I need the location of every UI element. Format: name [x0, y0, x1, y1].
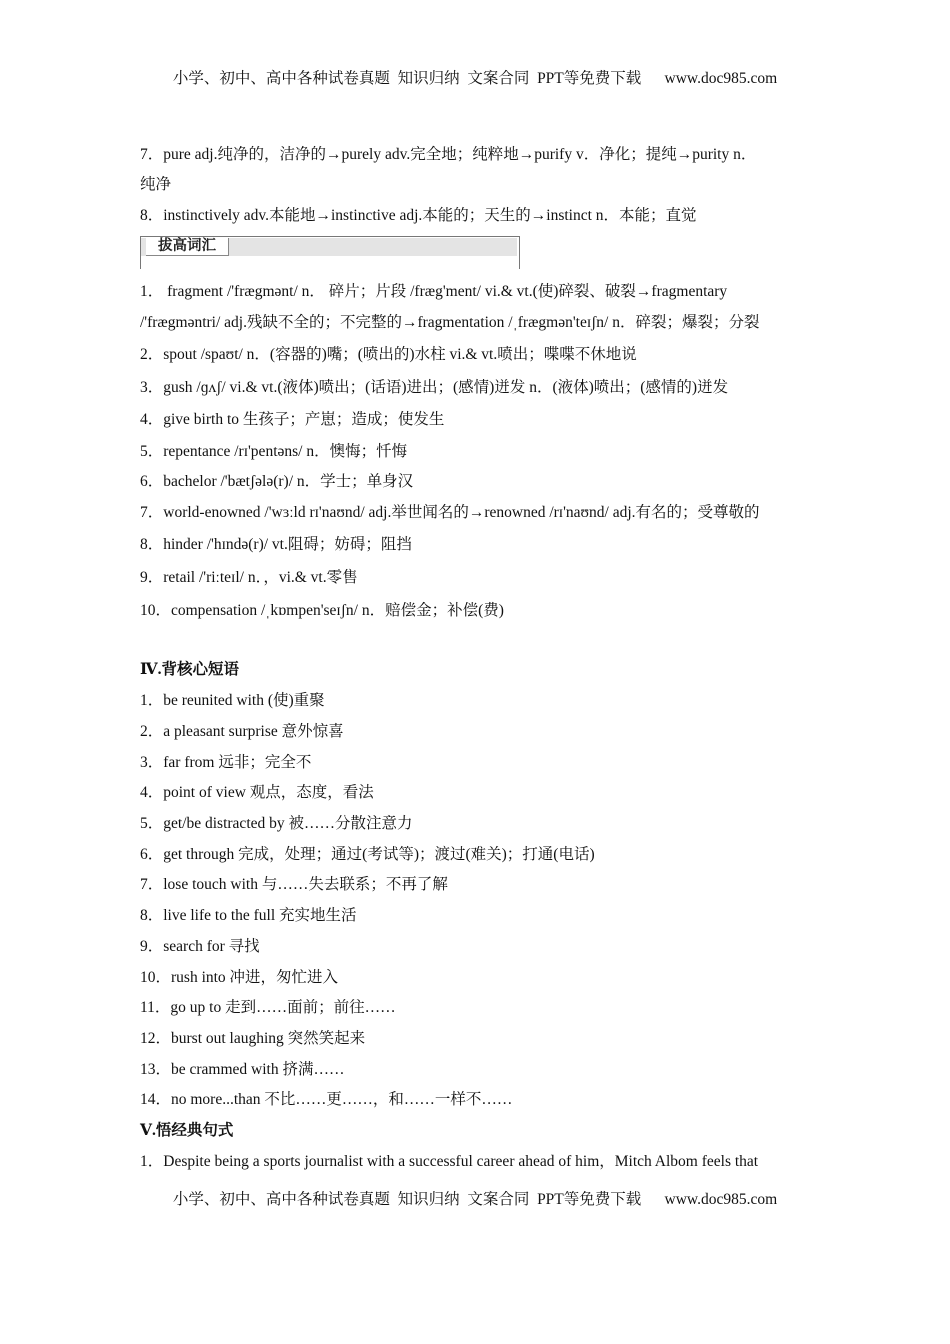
advanced-word-5: 5．repentance /rɪ'pentəns/ n．懊悔；忏悔 — [140, 443, 408, 460]
advanced-word-6: 6．bachelor /'bætʃələ(r)/ n．学士；单身汉 — [140, 473, 414, 490]
page-footer: 小学、初中、高中各种试卷真题 知识归纳 文案合同 PPT等免费下载 www.doc985.com — [172, 1191, 778, 1208]
advanced-word-3: 3．gush /ɡʌʃ/ vi.& vt.(液体)喷出；(话语)进出；(感情)迸发 n．(液体)喷出；(感情的)迸发 — [140, 379, 729, 396]
advanced-word-2: 2．spout /spaʊt/ n．(容器的)嘴；(喷出的)水柱 vi.& vt.喷出；喋喋不休地说 — [140, 346, 637, 363]
section-4-title: Ⅳ.背核心短语 — [140, 661, 239, 678]
phrase-9: 9．search for 寻找 — [140, 938, 260, 955]
phrase-3: 3．far from 远非；完全不 — [140, 754, 312, 771]
advanced-word-1: 1． fragment /'frægmənt/ n． 碎片；片段 /fræg'ment/ vi.& vt.(使)碎裂、破裂→fragmentary — [140, 283, 728, 300]
core-word-7: 7．pure adj.纯净的，洁净的→purely adv.完全地；纯粹地→purify v．净化；提纯→purity n． — [140, 146, 757, 163]
phrase-2: 2．a pleasant surprise 意外惊喜 — [140, 723, 344, 740]
phrase-11: 11．go up to 走到……面前；前往…… — [140, 999, 396, 1016]
phrase-1: 1．be reunited with (使)重聚 — [140, 692, 325, 709]
sentence-1: 1．Despite being a sports journalist with a successful career ahead of him，Mitch Albom feels that — [140, 1153, 759, 1170]
core-word-8: 8．instinctively adv.本能地→instinctive adj.本能的；天生的→instinct n．本能；直觉 — [140, 207, 697, 224]
advanced-word-10: 10．compensation /ˌkɒmpen'seɪʃn/ n．赔偿金；补偿(费) — [140, 602, 504, 619]
page-header: 小学、初中、高中各种试卷真题 知识归纳 文案合同 PPT等免费下载 www.doc985.com — [172, 70, 778, 87]
section-5-title: Ⅴ.悟经典句式 — [140, 1122, 234, 1139]
phrase-14: 14．no more...than 不比……更……，和……一样不…… — [140, 1091, 513, 1108]
phrase-8: 8．live life to the full 充实地生活 — [140, 907, 357, 924]
advanced-word-1-cont: /'frægməntri/ adj.残缺不全的；不完整的→fragmentation /ˌfrægmən'teɪʃn/ n．碎裂；爆裂；分裂 — [140, 314, 760, 331]
phrase-13: 13．be crammed with 挤满…… — [140, 1061, 345, 1078]
phrase-6: 6．get through 完成，处理；通过(考试等)；渡过(难关)；打通(电话) — [140, 846, 595, 863]
advanced-word-7: 7．world-enowned /'wɜːld rɪ'naʊnd/ adj.举世闻名的→renowned /rɪ'naʊnd/ adj.有名的；受尊敬的 — [140, 504, 760, 521]
phrase-4: 4．point of view 观点，态度，看法 — [140, 784, 374, 801]
advanced-word-9: 9．retail /'riːteɪl/ n．，vi.& vt.零售 — [140, 569, 358, 586]
advanced-vocab-banner — [140, 236, 520, 269]
phrase-5: 5．get/be distracted by 被……分散注意力 — [140, 815, 413, 832]
banner-label: 拔高词汇 — [146, 238, 229, 256]
phrase-7: 7．lose touch with 与……失去联系；不再了解 — [140, 876, 448, 893]
advanced-word-4: 4．give birth to 生孩子；产崽；造成；使发生 — [140, 411, 445, 428]
phrase-12: 12．burst out laughing 突然笑起来 — [140, 1030, 366, 1047]
advanced-word-8: 8．hinder /'hɪndə(r)/ vt.阻碍；妨碍；阻挡 — [140, 536, 412, 553]
phrase-10: 10．rush into 冲进，匆忙进入 — [140, 969, 339, 986]
core-word-7-cont: 纯净 — [140, 176, 172, 193]
